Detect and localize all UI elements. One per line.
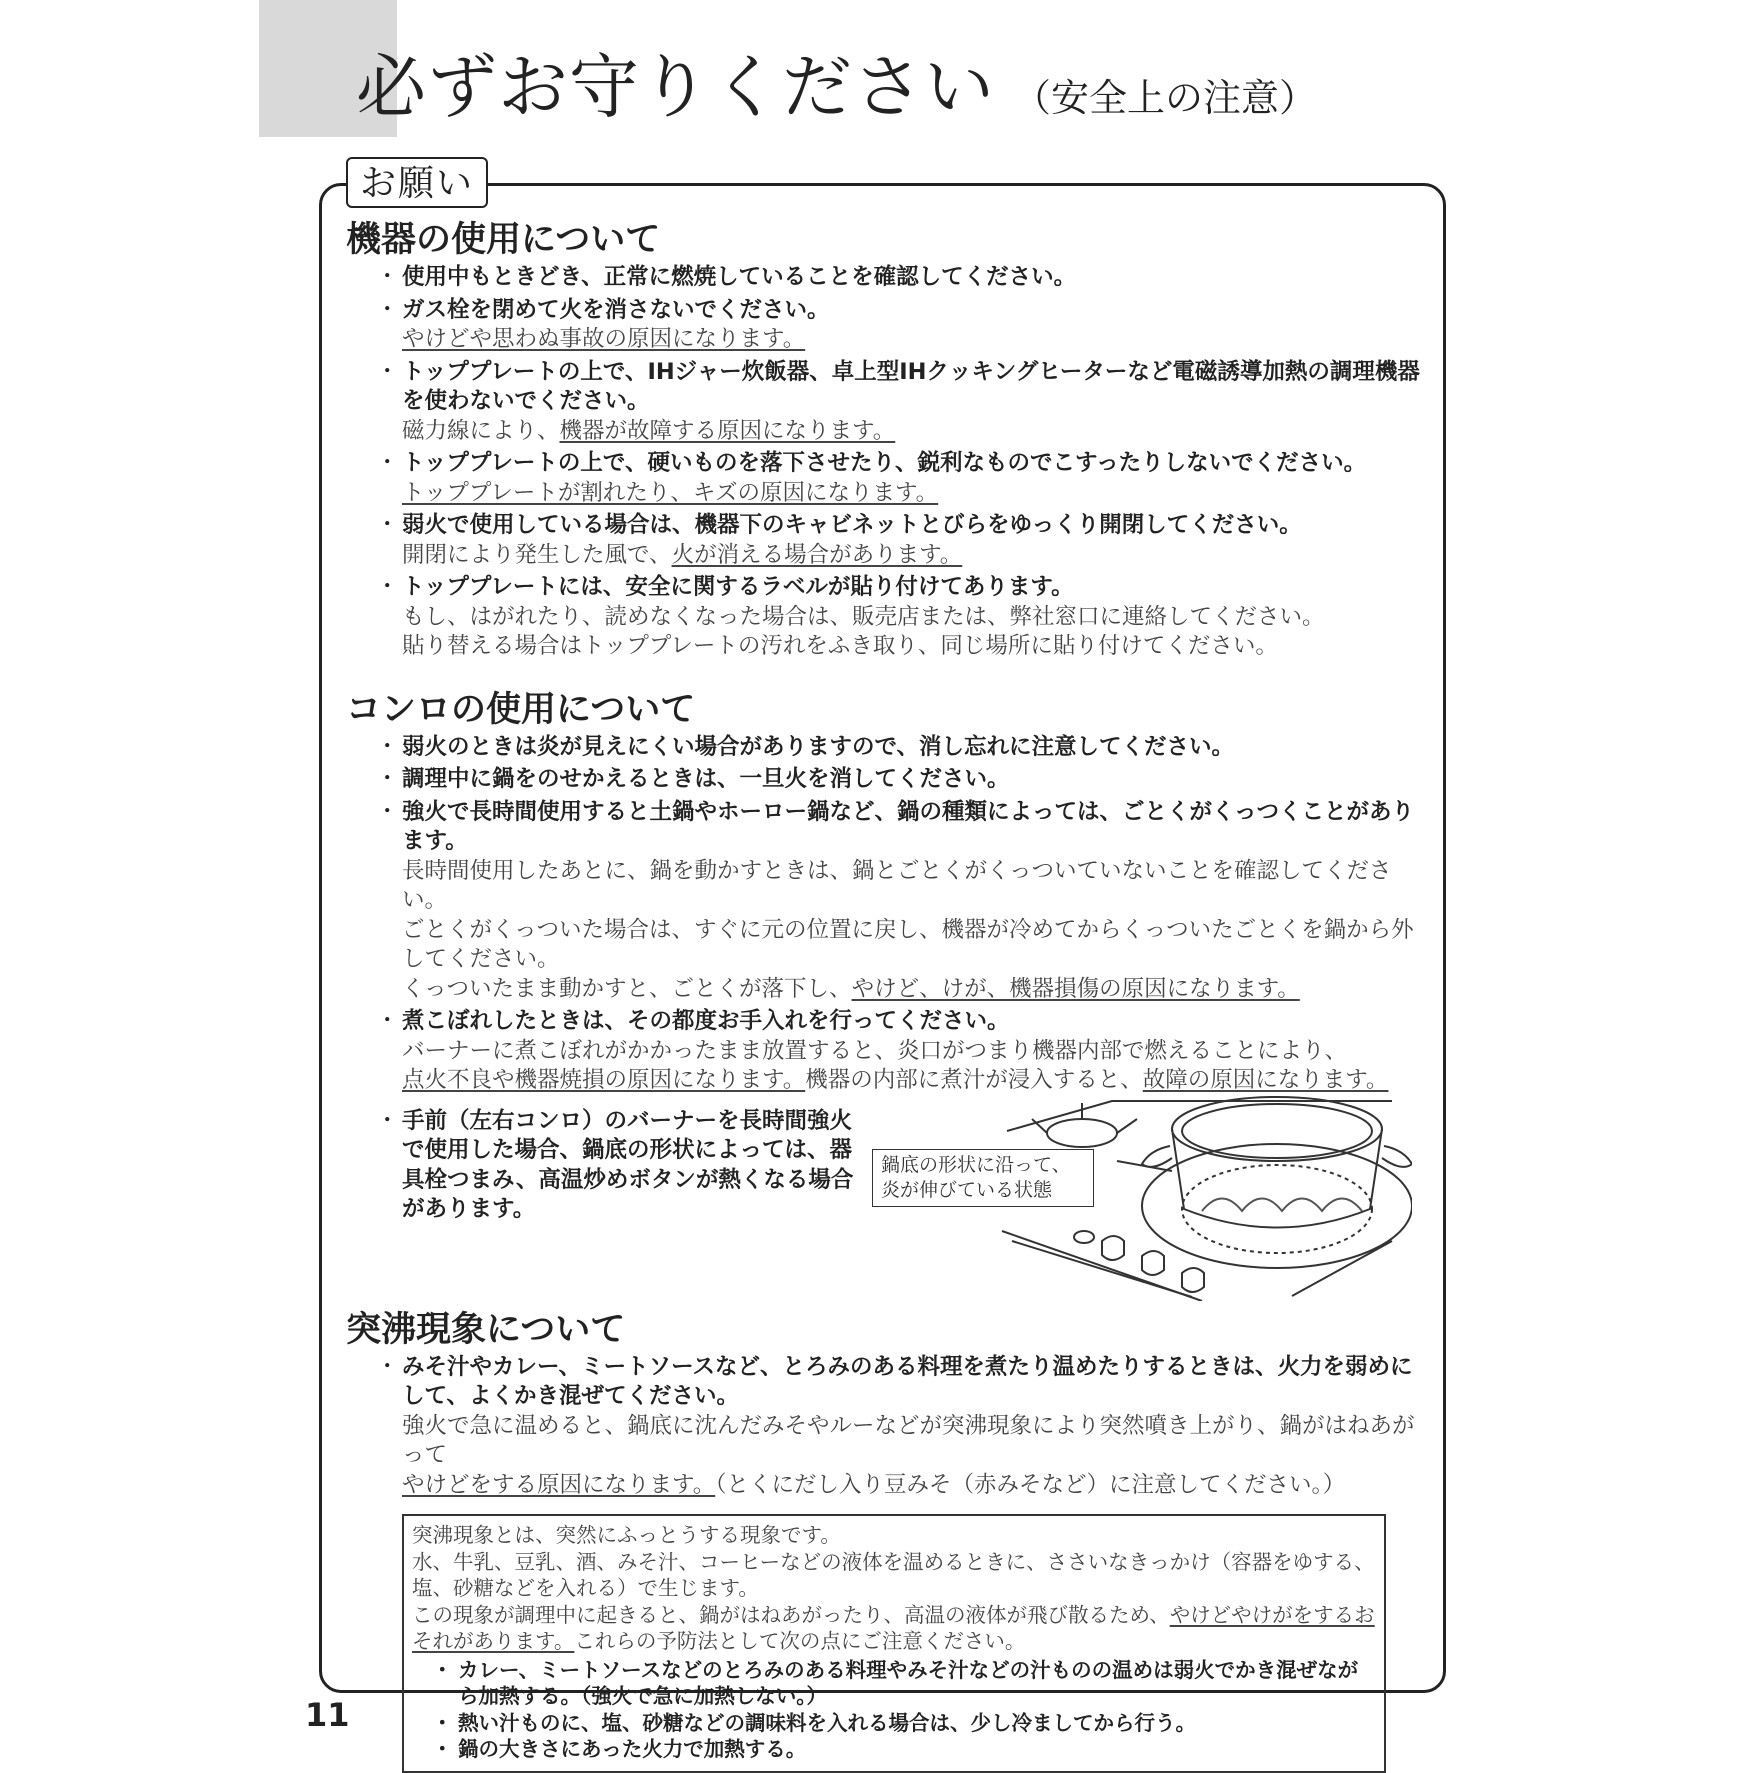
item-note: もし、はがれたり、読めなくなった場合は、販売店または、弊社窓口に連絡してください。 xyxy=(402,603,1325,630)
page-title xyxy=(356,46,1318,128)
list-item: ・ 熱い汁ものに、塩、砂糖などの調味料を入れる場合は、少し冷ましてから行う。 xyxy=(440,1710,1376,1737)
box-text: この現象が調理中に起きると、鍋がはねあがったり、高温の液体が飛び散るため、やけどやけがをするおそれがあります。これらの予防法として次の点にご注意ください。 xyxy=(412,1602,1375,1653)
item-note: 貼り替える場合はトッププレートの汚れをふき取り、同じ場所に貼り付けてください。 xyxy=(402,633,1278,659)
item-heading: ・ 手前（左右コンロ）のバーナーを長時間強火で使用した場合、鍋底の形状によっては、器具栓つまみ、高温炒めボタンが熱くなる場合があります。 xyxy=(402,1107,854,1222)
section-title-stove-use: コンロの使用について xyxy=(346,689,696,730)
flame-callout: 鍋底の形状に沿って、炎が伸びている状態 xyxy=(872,1149,1094,1207)
list-item: ・ 鍋の大きさにあった火力で加熱する。 xyxy=(440,1736,1376,1763)
bumping-info-box xyxy=(402,1514,1386,1773)
hot-knob-notice xyxy=(346,1099,1426,1301)
item-note: 長時間使用したあとに、鍋を動かすときは、鍋とごとくがくっついていないことを確認してください。 xyxy=(402,857,1392,913)
list-item xyxy=(384,263,1426,293)
item-note: 開閉により発生した風で、火が消える場合があります。 xyxy=(402,541,963,568)
list-item xyxy=(384,511,1426,570)
list-item xyxy=(384,1353,1426,1501)
item-heading: ・ ガス栓を閉めて火を消さないでください。 xyxy=(402,296,830,323)
item-heading: ・ 煮こぼれしたときは、その都度お手入れを行ってください。 xyxy=(402,1008,1010,1034)
list-item xyxy=(384,296,1426,355)
item-heading: ・ 調理中に鍋をのせかえるときは、一旦火を消してください。 xyxy=(402,766,1010,792)
item-heading: ・ みそ汁やカレー、ミートソースなど、とろみのある料理を煮たり温めたりするときは、火力を弱めにして、よくかき混ぜてください。 xyxy=(402,1353,1413,1409)
item-note: バーナーに煮こぼれがかかったまま放置すると、炎口がつまり機器内部で燃えることにより、 xyxy=(402,1037,1348,1064)
section-title-bumping: 突沸現象について xyxy=(346,1309,626,1350)
prevention-tips xyxy=(412,1657,1376,1763)
item-note: 磁力線により、機器が故障する原因になります。 xyxy=(402,417,896,444)
list-item xyxy=(384,765,1426,795)
page-title-sub: （安全上の注意） xyxy=(1013,76,1318,120)
box-text: 水、牛乳、豆乳、酒、みそ汁、コーヒーなどの液体を温めるときに、ささいなきっかけ（容器をゆする、塩、砂糖などを入れる）で生じます。 xyxy=(412,1549,1375,1600)
item-note: ごとくがくっついた場合は、すぐに元の位置に戻し、機器が冷めてからくっついたごとくを鍋から外してください。 xyxy=(402,916,1414,972)
section-title-device-use: 機器の使用について xyxy=(346,220,661,260)
item-heading: ・ 使用中もときどき、正常に燃焼していることを確認してください。 xyxy=(402,264,1077,290)
list-item xyxy=(384,1007,1426,1096)
bumping-list xyxy=(346,1353,1426,1501)
item-note: 強火で急に温めると、鍋底に沈んだみそやルーなどが突沸現象により突然噴き上がり、鍋がはねあがって xyxy=(402,1412,1415,1468)
page-title-main: 必ずお守りください xyxy=(356,46,995,128)
item-note: 点火不良や機器焼損の原因になります。機器の内部に煮汁が浸入すると、故障の原因になります。 xyxy=(402,1067,1389,1093)
box-text: 突沸現象とは、突然にふっとうする現象です。 xyxy=(412,1523,841,1547)
list-item xyxy=(384,1107,864,1225)
item-heading: ・ 強火で長時間使用すると土鍋やホーロー鍋など、鍋の種類によっては、ごとくがくっつくことがあります。 xyxy=(402,798,1415,854)
list-item xyxy=(384,573,1426,662)
list-item xyxy=(384,733,1426,763)
list-item: ・ カレー、ミートソースなどのとろみのある料理やみそ汁などの汁ものの温めは弱火でかき混ぜながら加熱する。（強火で急に加熱しない。） xyxy=(440,1657,1376,1710)
list-item xyxy=(384,798,1426,1005)
item-heading: ・ 弱火のときは炎が見えにくい場合がありますので、消し忘れに注意してください。 xyxy=(402,733,1235,760)
item-heading: ・ 弱火で使用している場合は、機器下のキャビネットとびらをゆっくり開閉してください。 xyxy=(402,512,1302,538)
item-note: やけどや思わぬ事故の原因になります。 xyxy=(402,326,806,352)
stove-use-list xyxy=(346,733,1426,1096)
item-heading: ・ トッププレートの上で、IHジャー炊飯器、卓上型IHクッキングヒーターなど電磁誘導加熱の調理機器を使わないでください。 xyxy=(402,358,1420,414)
list-item xyxy=(384,449,1426,508)
list-item xyxy=(384,358,1426,447)
item-note: やけどをする原因になります。（とくにだし入り豆みそ（赤みそなど）に注意してください。） xyxy=(402,1471,1346,1498)
device-use-list xyxy=(346,263,1426,662)
content xyxy=(346,217,1426,1773)
item-heading: ・ トッププレートには、安全に関するラベルが貼り付けてあります。 xyxy=(402,574,1074,600)
page-number: 11 xyxy=(305,1696,350,1734)
item-note: くっついたまま動かすと、ごとくが落下し、やけど、けが、機器損傷の原因になります。 xyxy=(402,975,1300,1002)
frame-label: お願い xyxy=(346,157,488,208)
item-note: トッププレートが割れたり、キズの原因になります。 xyxy=(402,479,939,506)
stove-illustration xyxy=(872,1091,1412,1301)
item-heading: ・ トッププレートの上で、硬いものを落下させたり、鋭利なものでこすったりしないでください。 xyxy=(402,450,1367,476)
